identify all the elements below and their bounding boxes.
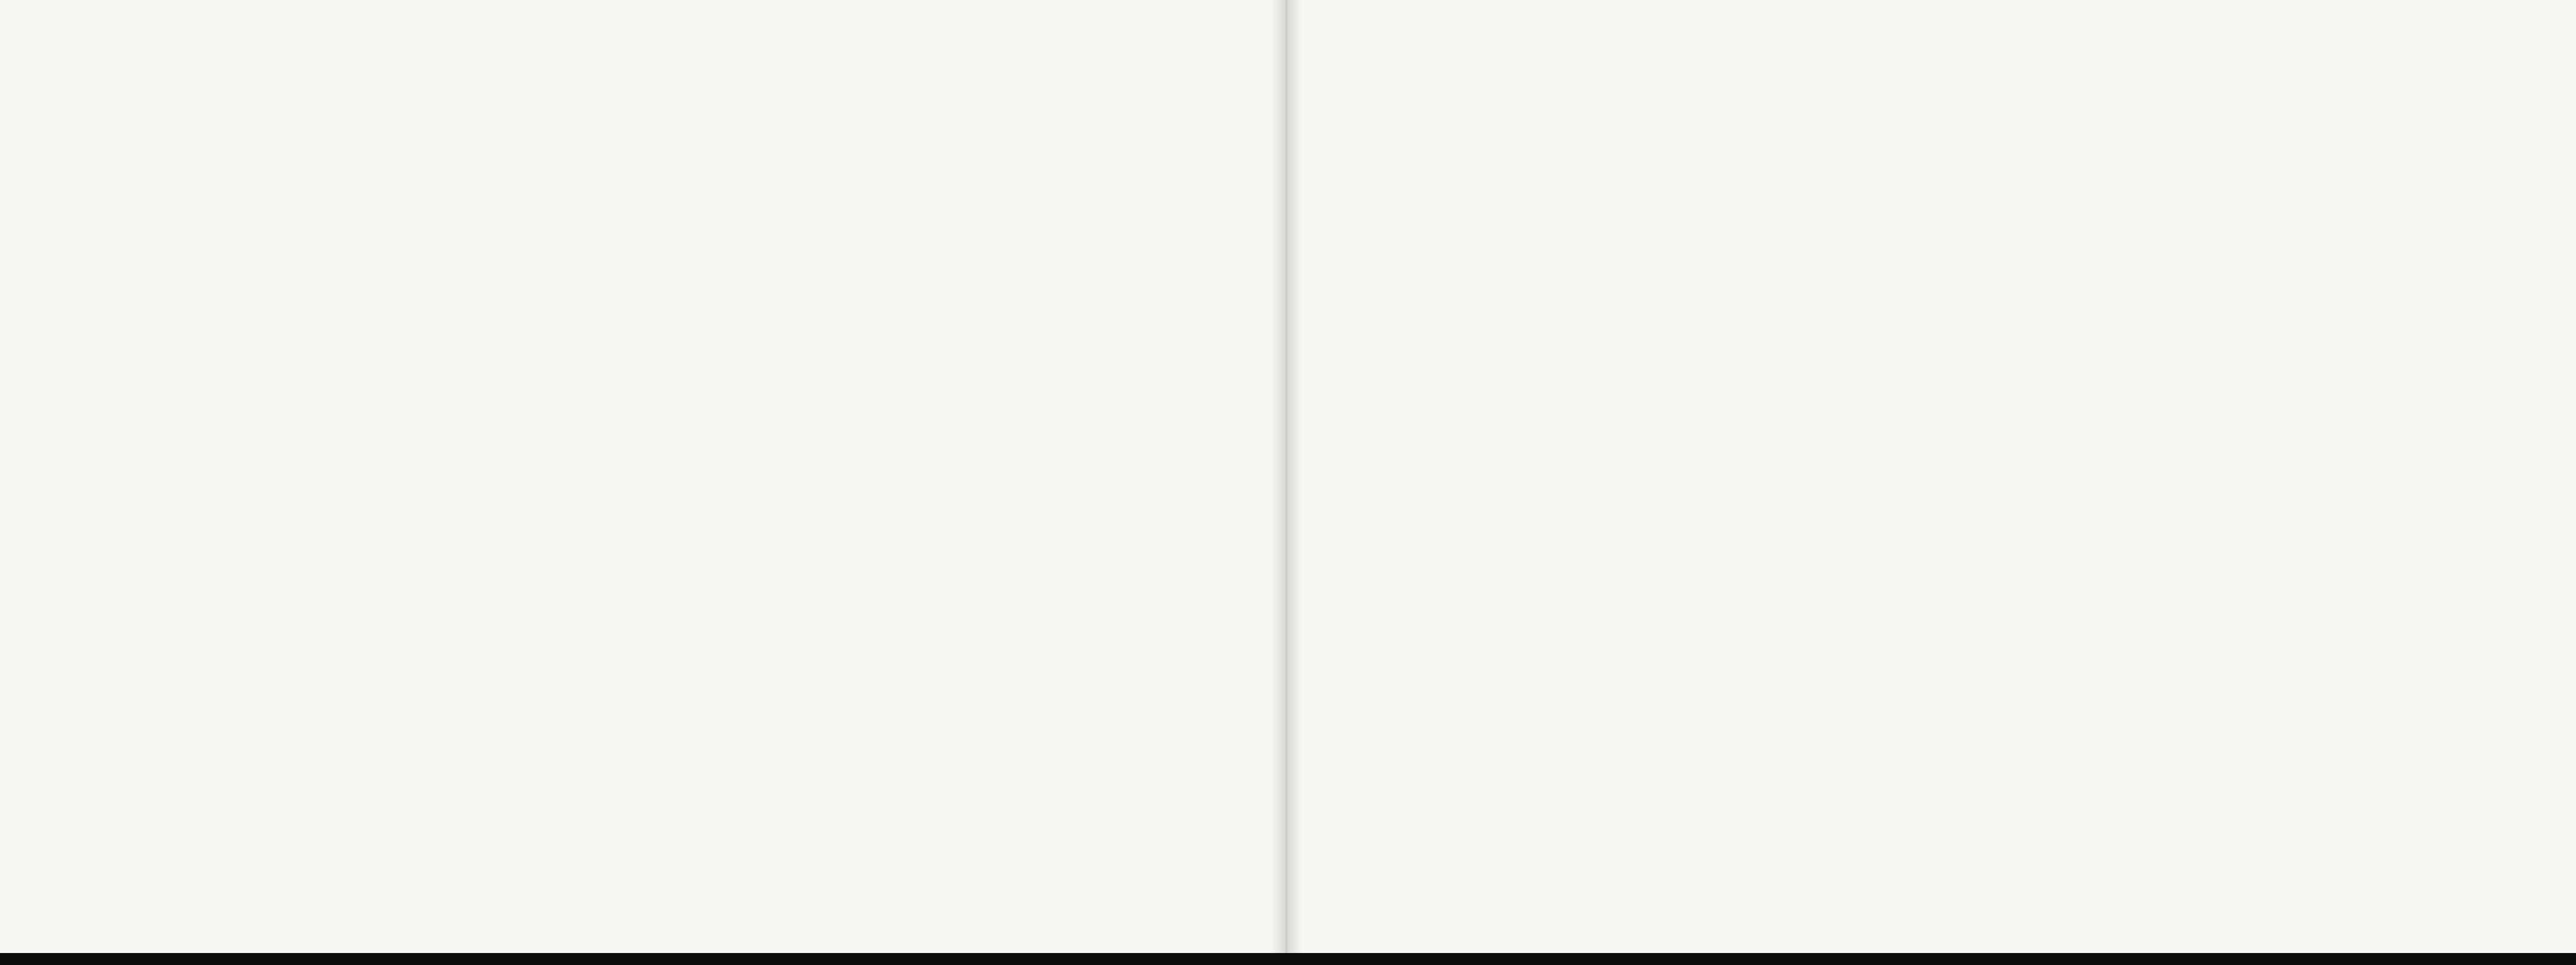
right-page: [1286, 0, 2576, 953]
left-page: [0, 0, 1286, 953]
bottom-edge: [0, 953, 2576, 965]
binding-fold: [1271, 0, 1302, 953]
